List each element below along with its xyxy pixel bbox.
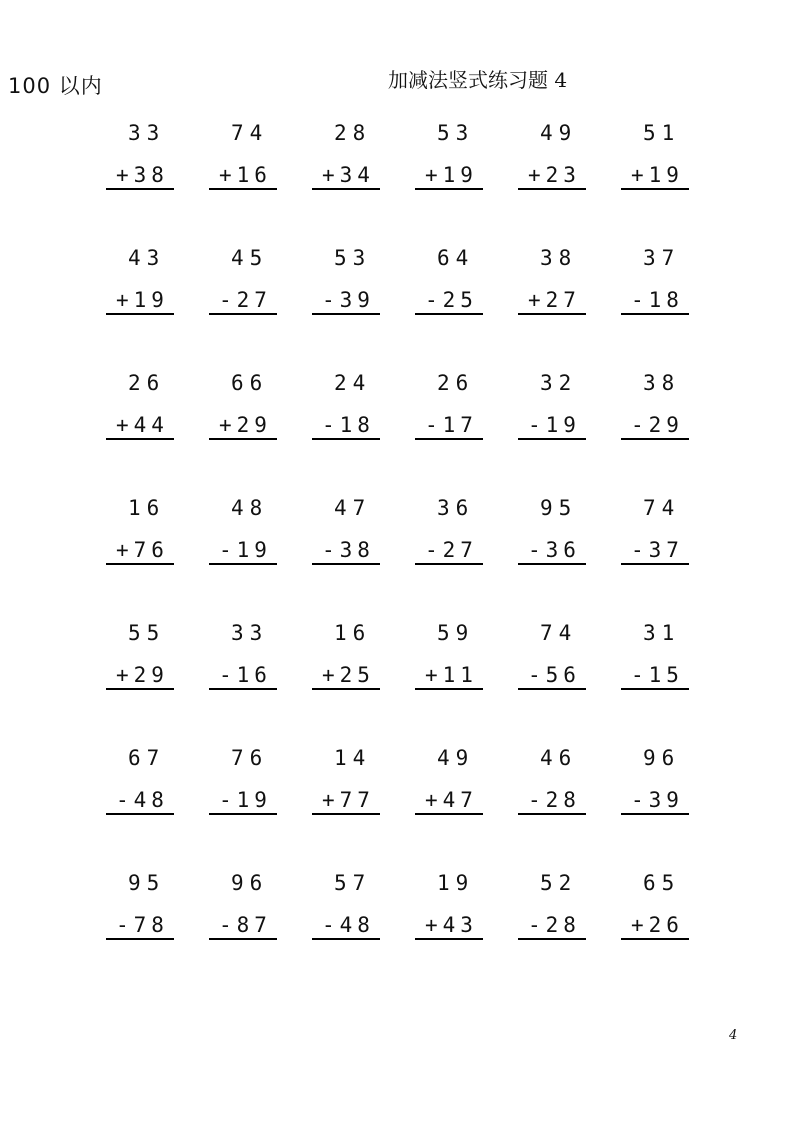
top-number: 49 <box>437 746 475 770</box>
problem-r5-c2 <box>203 618 306 743</box>
answer-line <box>106 813 174 815</box>
problem-r3-c5 <box>512 368 615 493</box>
problem-r3-c2 <box>203 368 306 493</box>
problem-r6-c5 <box>512 743 615 868</box>
answer-line <box>312 938 380 940</box>
top-number: 31 <box>643 621 681 645</box>
answer-line <box>415 313 483 315</box>
top-number: 28 <box>334 121 372 145</box>
top-number: 57 <box>334 871 372 895</box>
problem-r7-c6 <box>615 868 718 993</box>
answer-line <box>621 813 689 815</box>
operand-with-operator: +47 <box>425 788 478 812</box>
problem-r2-c3 <box>306 243 409 368</box>
operand-with-operator: -18 <box>631 288 684 312</box>
operand-with-operator: +44 <box>116 413 169 437</box>
answer-line <box>415 188 483 190</box>
top-number: 51 <box>643 121 681 145</box>
operand-with-operator: -87 <box>219 913 272 937</box>
problem-r4-c2 <box>203 493 306 618</box>
top-number: 16 <box>334 621 372 645</box>
top-number: 38 <box>643 371 681 395</box>
problem-r2-c5 <box>512 243 615 368</box>
operand-with-operator: -78 <box>116 913 169 937</box>
top-number: 33 <box>231 621 269 645</box>
problem-r7-c1 <box>100 868 203 993</box>
worksheet-title: 加减法竖式练习题 4 <box>388 68 568 92</box>
answer-line <box>518 438 586 440</box>
problem-r3-c3 <box>306 368 409 493</box>
problem-r1-c5 <box>512 118 615 243</box>
answer-line <box>518 813 586 815</box>
top-number: 47 <box>334 496 372 520</box>
operand-with-operator: -19 <box>528 413 581 437</box>
answer-line <box>209 938 277 940</box>
problem-r4-c4 <box>409 493 512 618</box>
top-number: 55 <box>128 621 166 645</box>
top-number: 37 <box>643 246 681 270</box>
top-number: 65 <box>643 871 681 895</box>
operand-with-operator: +25 <box>322 663 375 687</box>
problem-r5-c1 <box>100 618 203 743</box>
operand-with-operator: -48 <box>116 788 169 812</box>
top-number: 53 <box>334 246 372 270</box>
operand-with-operator: +34 <box>322 163 375 187</box>
problem-r3-c6 <box>615 368 718 493</box>
operand-with-operator: +19 <box>425 163 478 187</box>
operand-with-operator: +27 <box>528 288 581 312</box>
problem-r6-c1 <box>100 743 203 868</box>
top-number: 95 <box>540 496 578 520</box>
problem-r6-c4 <box>409 743 512 868</box>
problem-r1-c6 <box>615 118 718 243</box>
answer-line <box>518 188 586 190</box>
problem-r6-c6 <box>615 743 718 868</box>
problem-r1-c2 <box>203 118 306 243</box>
top-number: 24 <box>334 371 372 395</box>
operand-with-operator: -39 <box>322 288 375 312</box>
operand-with-operator: -19 <box>219 788 272 812</box>
answer-line <box>312 813 380 815</box>
range-label: 100 以内 <box>8 74 103 98</box>
operand-with-operator: -19 <box>219 538 272 562</box>
top-number: 38 <box>540 246 578 270</box>
problem-r1-c1 <box>100 118 203 243</box>
top-number: 67 <box>128 746 166 770</box>
answer-line <box>209 563 277 565</box>
operand-with-operator: -39 <box>631 788 684 812</box>
operand-with-operator: -29 <box>631 413 684 437</box>
problem-r4-c1 <box>100 493 203 618</box>
answer-line <box>518 313 586 315</box>
problem-r4-c6 <box>615 493 718 618</box>
operand-with-operator: +11 <box>425 663 478 687</box>
problem-r3-c4 <box>409 368 512 493</box>
operand-with-operator: -18 <box>322 413 375 437</box>
answer-line <box>415 813 483 815</box>
problem-r2-c4 <box>409 243 512 368</box>
problem-r7-c2 <box>203 868 306 993</box>
page-number: 4 <box>729 1028 738 1043</box>
problem-r4-c3 <box>306 493 409 618</box>
problem-r5-c3 <box>306 618 409 743</box>
problem-r7-c4 <box>409 868 512 993</box>
top-number: 36 <box>437 496 475 520</box>
answer-line <box>415 563 483 565</box>
answer-line <box>209 813 277 815</box>
answer-line <box>106 938 174 940</box>
answer-line <box>518 563 586 565</box>
answer-line <box>415 938 483 940</box>
problem-r5-c6 <box>615 618 718 743</box>
top-number: 43 <box>128 246 166 270</box>
operand-with-operator: -38 <box>322 538 375 562</box>
operand-with-operator: +43 <box>425 913 478 937</box>
operand-with-operator: +76 <box>116 538 169 562</box>
problem-r1-c4 <box>409 118 512 243</box>
top-number: 14 <box>334 746 372 770</box>
answer-line <box>106 313 174 315</box>
operand-with-operator: -17 <box>425 413 478 437</box>
operand-with-operator: +38 <box>116 163 169 187</box>
operand-with-operator: +77 <box>322 788 375 812</box>
answer-line <box>415 438 483 440</box>
answer-line <box>209 438 277 440</box>
top-number: 96 <box>643 746 681 770</box>
answer-line <box>312 313 380 315</box>
problem-r3-c1 <box>100 368 203 493</box>
answer-line <box>209 688 277 690</box>
top-number: 59 <box>437 621 475 645</box>
operand-with-operator: -28 <box>528 788 581 812</box>
problem-r6-c3 <box>306 743 409 868</box>
answer-line <box>312 188 380 190</box>
operand-with-operator: +16 <box>219 163 272 187</box>
answer-line <box>415 688 483 690</box>
problem-r6-c2 <box>203 743 306 868</box>
answer-line <box>621 563 689 565</box>
answer-line <box>209 313 277 315</box>
answer-line <box>621 438 689 440</box>
answer-line <box>312 563 380 565</box>
answer-line <box>621 188 689 190</box>
top-number: 52 <box>540 871 578 895</box>
top-number: 74 <box>231 121 269 145</box>
operand-with-operator: -36 <box>528 538 581 562</box>
problem-r5-c4 <box>409 618 512 743</box>
top-number: 26 <box>128 371 166 395</box>
answer-line <box>312 688 380 690</box>
answer-line <box>106 188 174 190</box>
operand-with-operator: -48 <box>322 913 375 937</box>
operand-with-operator: -16 <box>219 663 272 687</box>
problem-r2-c1 <box>100 243 203 368</box>
operand-with-operator: +19 <box>116 288 169 312</box>
top-number: 26 <box>437 371 475 395</box>
answer-line <box>106 688 174 690</box>
top-number: 19 <box>437 871 475 895</box>
top-number: 48 <box>231 496 269 520</box>
answer-line <box>312 438 380 440</box>
problem-r2-c2 <box>203 243 306 368</box>
operand-with-operator: -28 <box>528 913 581 937</box>
top-number: 33 <box>128 121 166 145</box>
top-number: 32 <box>540 371 578 395</box>
operand-with-operator: -27 <box>219 288 272 312</box>
operand-with-operator: +29 <box>219 413 272 437</box>
answer-line <box>209 188 277 190</box>
operand-with-operator: +29 <box>116 663 169 687</box>
top-number: 46 <box>540 746 578 770</box>
problem-grid <box>100 118 718 993</box>
answer-line <box>106 563 174 565</box>
problem-r1-c3 <box>306 118 409 243</box>
operand-with-operator: -27 <box>425 538 478 562</box>
operand-with-operator: -25 <box>425 288 478 312</box>
operand-with-operator: -56 <box>528 663 581 687</box>
problem-r5-c5 <box>512 618 615 743</box>
top-number: 49 <box>540 121 578 145</box>
answer-line <box>518 938 586 940</box>
top-number: 66 <box>231 371 269 395</box>
top-number: 16 <box>128 496 166 520</box>
top-number: 74 <box>643 496 681 520</box>
answer-line <box>621 938 689 940</box>
operand-with-operator: -37 <box>631 538 684 562</box>
operand-with-operator: +23 <box>528 163 581 187</box>
problem-r7-c5 <box>512 868 615 993</box>
answer-line <box>518 688 586 690</box>
top-number: 76 <box>231 746 269 770</box>
problem-r7-c3 <box>306 868 409 993</box>
answer-line <box>621 313 689 315</box>
operand-with-operator: +26 <box>631 913 684 937</box>
answer-line <box>106 438 174 440</box>
top-number: 95 <box>128 871 166 895</box>
top-number: 74 <box>540 621 578 645</box>
answer-line <box>621 688 689 690</box>
operand-with-operator: +19 <box>631 163 684 187</box>
top-number: 45 <box>231 246 269 270</box>
operand-with-operator: -15 <box>631 663 684 687</box>
top-number: 64 <box>437 246 475 270</box>
problem-r4-c5 <box>512 493 615 618</box>
top-number: 96 <box>231 871 269 895</box>
problem-r2-c6 <box>615 243 718 368</box>
top-number: 53 <box>437 121 475 145</box>
